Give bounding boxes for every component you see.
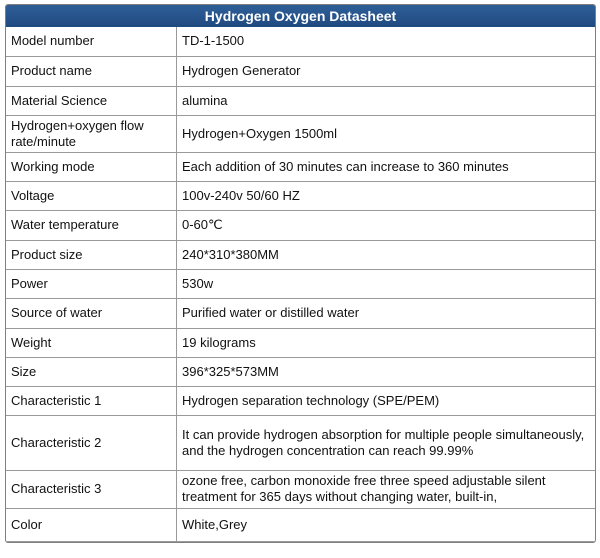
table-row [6,328,595,357]
table-row [6,210,595,240]
row-label: Size [6,357,177,386]
table-row [6,415,595,470]
row-value: Each addition of 30 minutes can increase to 360 minutes [177,152,596,181]
table-row [6,508,595,541]
row-value: Hydrogen+Oxygen 1500ml [177,115,596,152]
table-row [6,27,595,56]
row-value: 240*310*380MM [177,240,596,269]
row-label: Working mode [6,152,177,181]
row-label: Weight [6,328,177,357]
row-value: It can provide hydrogen absorption for multiple people simultaneously, and the hydrogen concentration can reach 99.99% [177,415,596,470]
datasheet [5,4,596,543]
row-value: 19 kilograms [177,328,596,357]
row-label: Characteristic 2 [6,415,177,470]
datasheet-title: Hydrogen Oxygen Datasheet [6,5,595,27]
row-value: alumina [177,86,596,115]
table-row [6,181,595,210]
row-label: Source of water [6,298,177,328]
row-value: ozone free, carbon monoxide free three speed adjustable silent treatment for 365 days without changing water, built-in, [177,470,596,508]
row-label: Characteristic 1 [6,386,177,415]
row-label: Voltage [6,181,177,210]
table-row [6,470,595,508]
row-value: Hydrogen separation technology (SPE/PEM) [177,386,596,415]
row-value: Purified water or distilled water [177,298,596,328]
table-row [6,240,595,269]
row-label: Color [6,508,177,541]
table-row [6,386,595,415]
table-row [6,152,595,181]
row-value: 100v-240v 50/60 HZ [177,181,596,210]
row-label: Model number [6,27,177,56]
row-value: White,Grey [177,508,596,541]
table-row [6,115,595,152]
spec-table [6,27,595,542]
table-row [6,56,595,86]
row-label: Hydrogen+oxygen flow rate/minute [6,115,177,152]
row-label: Water temperature [6,210,177,240]
row-label: Product size [6,240,177,269]
row-label: Power [6,269,177,298]
row-value: 530w [177,269,596,298]
row-label: Material Science [6,86,177,115]
row-value: TD-1-1500 [177,27,596,56]
table-row [6,86,595,115]
row-label: Characteristic 3 [6,470,177,508]
row-value: 396*325*573MM [177,357,596,386]
table-row [6,269,595,298]
table-row [6,357,595,386]
row-value: 0-60℃ [177,210,596,240]
row-label: Product name [6,56,177,86]
table-row [6,298,595,328]
row-value: Hydrogen Generator [177,56,596,86]
